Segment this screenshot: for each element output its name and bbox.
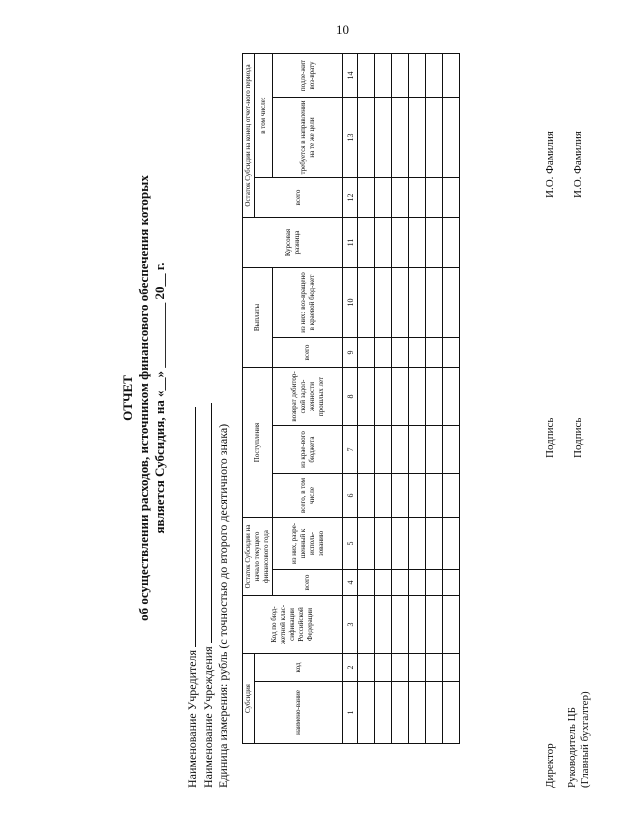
table-cell [392, 596, 409, 654]
table-cell [358, 426, 375, 474]
table-cell [443, 218, 460, 268]
table-cell [392, 682, 409, 744]
table-cell [426, 596, 443, 654]
th-receipts: Поступления [243, 368, 273, 518]
table-cell [358, 654, 375, 682]
table-cell [375, 218, 392, 268]
table-cell [409, 474, 426, 518]
founder-label: Наименование Учредителя [185, 649, 199, 788]
institution-field [200, 403, 212, 643]
table-cell [358, 98, 375, 178]
col-number: 9 [343, 338, 358, 368]
col-number: 10 [343, 268, 358, 338]
director-label: Директор [544, 743, 556, 788]
th-subsidy-name: наимено-вание [255, 682, 343, 744]
table-cell [443, 682, 460, 744]
col-number: 1 [343, 682, 358, 744]
table-cell [443, 178, 460, 218]
table-cell [392, 338, 409, 368]
col-number: 3 [343, 596, 358, 654]
th-balance-start-allowed: из них, разре-шенный к исполь-зованию [273, 518, 343, 570]
table-cell [426, 178, 443, 218]
table-cell [426, 426, 443, 474]
table-cell [375, 368, 392, 426]
table-cell [409, 338, 426, 368]
th-payments: Выплаты [243, 268, 273, 368]
col-number: 7 [343, 426, 358, 474]
table-cell [375, 596, 392, 654]
table-cell [409, 570, 426, 596]
col-number: 5 [343, 518, 358, 570]
table-cell [375, 474, 392, 518]
table-cell [358, 682, 375, 744]
table-row [392, 54, 409, 744]
th-balance-end-total: всего [255, 178, 343, 218]
table-row [409, 54, 426, 744]
col-number: 12 [343, 178, 358, 218]
table-cell [443, 570, 460, 596]
table-cell [426, 98, 443, 178]
unit-row [216, 424, 230, 788]
table-cell [409, 368, 426, 426]
col-number: 11 [343, 218, 358, 268]
table-cell [358, 368, 375, 426]
column-number-row [343, 54, 358, 744]
chief-name: И.О. Фамилия [572, 131, 584, 198]
table-cell [443, 518, 460, 570]
th-exchange: Курсовая разница [243, 218, 343, 268]
table-body [358, 54, 460, 744]
table-cell [375, 54, 392, 98]
table-cell [392, 98, 409, 178]
table-cell [426, 518, 443, 570]
table-cell [375, 338, 392, 368]
table-cell [409, 178, 426, 218]
table-cell [409, 518, 426, 570]
table-cell [375, 98, 392, 178]
table-cell [426, 338, 443, 368]
table-cell [392, 570, 409, 596]
th-subsidy-code: код [255, 654, 343, 682]
table-cell [358, 54, 375, 98]
th-receipts-regional: из крае-вого бюджета [273, 426, 343, 474]
founder-field [184, 407, 196, 647]
col-number: 4 [343, 570, 358, 596]
table-cell [392, 54, 409, 98]
table-cell [392, 218, 409, 268]
table-row [358, 54, 375, 744]
table-cell [358, 518, 375, 570]
chief-signature: Подпись [572, 417, 584, 458]
th-balance-end: Остаток Субсидии на конец отчет-ного периода [243, 54, 255, 218]
institution-row [200, 403, 215, 788]
table-cell [443, 98, 460, 178]
table-cell [443, 338, 460, 368]
th-balance-end-return: подле-жит воз-врату [273, 54, 343, 98]
table-cell [409, 654, 426, 682]
th-balance-start-total: всего [273, 570, 343, 596]
th-payments-returned: из них: воз-вращено в краевой бюд-жет [273, 268, 343, 338]
table-cell [358, 218, 375, 268]
table-cell [426, 218, 443, 268]
rotated-form [120, 8, 640, 788]
table-cell [375, 178, 392, 218]
col-number: 6 [343, 474, 358, 518]
table-cell [358, 570, 375, 596]
table-cell [392, 178, 409, 218]
title-line-3: является Субсидия, на «__» __________ 20__ г. [152, 262, 167, 534]
th-subsidy: Субсидия [243, 654, 255, 744]
th-payments-total: всего [273, 338, 343, 368]
th-balance-end-incl: в том числе: [255, 54, 273, 178]
table-cell [426, 268, 443, 338]
institution-label: Наименование Учреждения [201, 646, 215, 788]
chief-label-1: Руководитель ЦБ [566, 707, 578, 788]
col-number: 2 [343, 654, 358, 682]
th-budget-code: Код по бюд-жетной клас-сификации Российской Федерации [243, 596, 343, 654]
title-line-1: ОТЧЕТ [120, 375, 135, 421]
table-cell [443, 54, 460, 98]
table-cell [375, 570, 392, 596]
table-cell [409, 218, 426, 268]
table-cell [409, 682, 426, 744]
col-number: 8 [343, 368, 358, 426]
th-balance-start: Остаток Субсидии на начало текущего финансового года [243, 518, 273, 596]
director-signature: Подпись [544, 417, 556, 458]
table-cell [375, 426, 392, 474]
table-cell [409, 98, 426, 178]
title-line-2: об осуществлении расходов, источником финансового обеспечения которых [136, 175, 151, 621]
director-name: И.О. Фамилия [544, 131, 556, 198]
page-number: 10 [336, 22, 349, 37]
table-row [443, 54, 460, 744]
table-cell [375, 654, 392, 682]
table-cell [375, 518, 392, 570]
founder-row [184, 407, 199, 788]
table-cell [358, 338, 375, 368]
table-cell [392, 426, 409, 474]
table-cell [392, 654, 409, 682]
table-cell [375, 682, 392, 744]
table-row [375, 54, 392, 744]
table-cell [443, 474, 460, 518]
unit-label: Единица измерения: рубль (с точностью до второго десятичного знака) [216, 423, 230, 788]
table-cell [426, 682, 443, 744]
table-cell [358, 474, 375, 518]
col-number: 14 [343, 54, 358, 98]
table-cell [358, 268, 375, 338]
table-cell [426, 368, 443, 426]
table-cell [443, 426, 460, 474]
table-cell [409, 54, 426, 98]
th-receipts-debt: возврат дебитор-ской задол-женности прошлых лет [273, 368, 343, 426]
table-cell [358, 178, 375, 218]
table-cell [392, 518, 409, 570]
table-cell [392, 474, 409, 518]
table-cell [443, 654, 460, 682]
table-cell [392, 368, 409, 426]
table-cell [426, 474, 443, 518]
table-cell [409, 268, 426, 338]
report-title [120, 8, 168, 788]
table-cell [443, 368, 460, 426]
table-cell [426, 54, 443, 98]
table-cell [409, 426, 426, 474]
table-cell [375, 268, 392, 338]
table-cell [409, 596, 426, 654]
th-receipts-total: всего, в том числе [273, 474, 343, 518]
table-cell [426, 654, 443, 682]
chief-label-2: (Главный бухгалтер) [579, 691, 591, 788]
table-cell [443, 596, 460, 654]
table-cell [443, 268, 460, 338]
table-cell [392, 268, 409, 338]
report-table [242, 53, 460, 744]
col-number: 13 [343, 98, 358, 178]
table-row [426, 54, 443, 744]
table-cell [358, 596, 375, 654]
th-balance-end-needed: требуется в направлении на те же цели [273, 98, 343, 178]
table-cell [426, 570, 443, 596]
